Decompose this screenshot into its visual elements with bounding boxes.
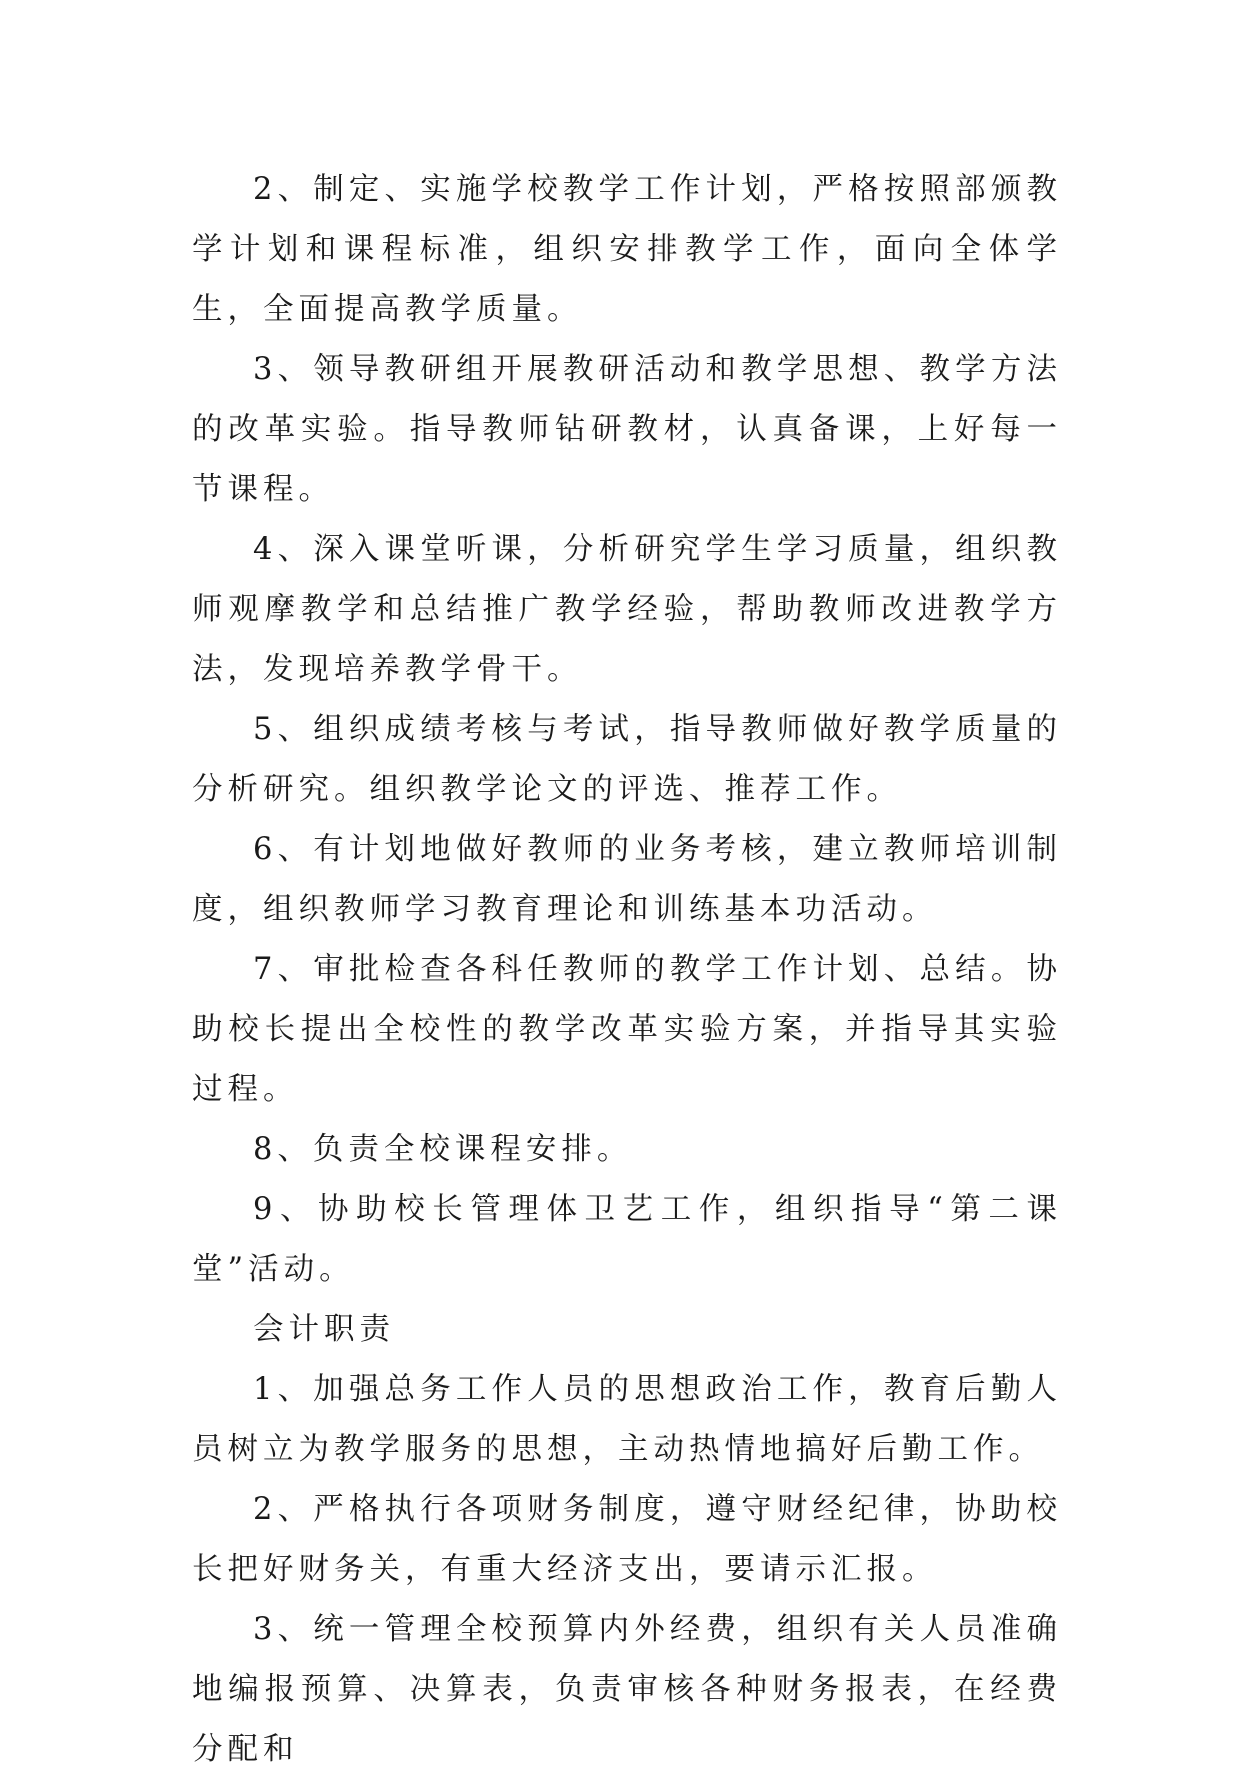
- paragraph-duty-5: 5、组织成绩考核与考试，指导教师做好教学质量的分析研究。组织教学论文的评选、推荐工作。: [192, 712, 1062, 807]
- paragraph-duty-7: 7、审批检查各科任教师的教学工作计划、总结。协助校长提出全校性的教学改革实验方案，并指导其实验过程。: [192, 952, 1062, 1107]
- paragraph-duty-6: 6、有计划地做好教师的业务考核，建立教师培训制度，组织教师学习教育理论和训练基本功活动。: [192, 832, 1062, 927]
- paragraph-accountant-duty-2: 2、严格执行各项财务制度，遵守财经纪律，协助校长把好财务关，有重大经济支出，要请示汇报。: [192, 1492, 1062, 1587]
- document-body: [192, 160, 1062, 1780]
- paragraph-duty-3: 3、领导教研组开展教研活动和教学思想、教学方法的改革实验。指导教师钻研教材，认真备课，上好每一节课程。: [192, 352, 1062, 507]
- paragraph-duty-2: 2、制定、实施学校教学工作计划，严格按照部颁教学计划和课程标准，组织安排教学工作，面向全体学生，全面提高教学质量。: [192, 172, 1062, 327]
- paragraph-accountant-duty-3: 3、统一管理全校预算内外经费，组织有关人员准确地编报预算、决算表，负责审核各种财务报表，在经费分配和: [192, 1612, 1062, 1767]
- section-heading-accountant-duties: 会计职责: [253, 1312, 395, 1347]
- paragraph-duty-9: 9、协助校长管理体卫艺工作，组织指导“第二课堂”活动。: [192, 1192, 1062, 1287]
- paragraph-accountant-duty-1: 1、加强总务工作人员的思想政治工作，教育后勤人员树立为教学服务的思想，主动热情地搞好后勤工作。: [192, 1372, 1062, 1467]
- paragraph-duty-4: 4、深入课堂听课，分析研究学生学习质量，组织教师观摩教学和总结推广教学经验，帮助教师改进教学方法，发现培养教学骨干。: [192, 532, 1062, 687]
- paragraph-duty-8: 8、负责全校课程安排。: [253, 1132, 633, 1167]
